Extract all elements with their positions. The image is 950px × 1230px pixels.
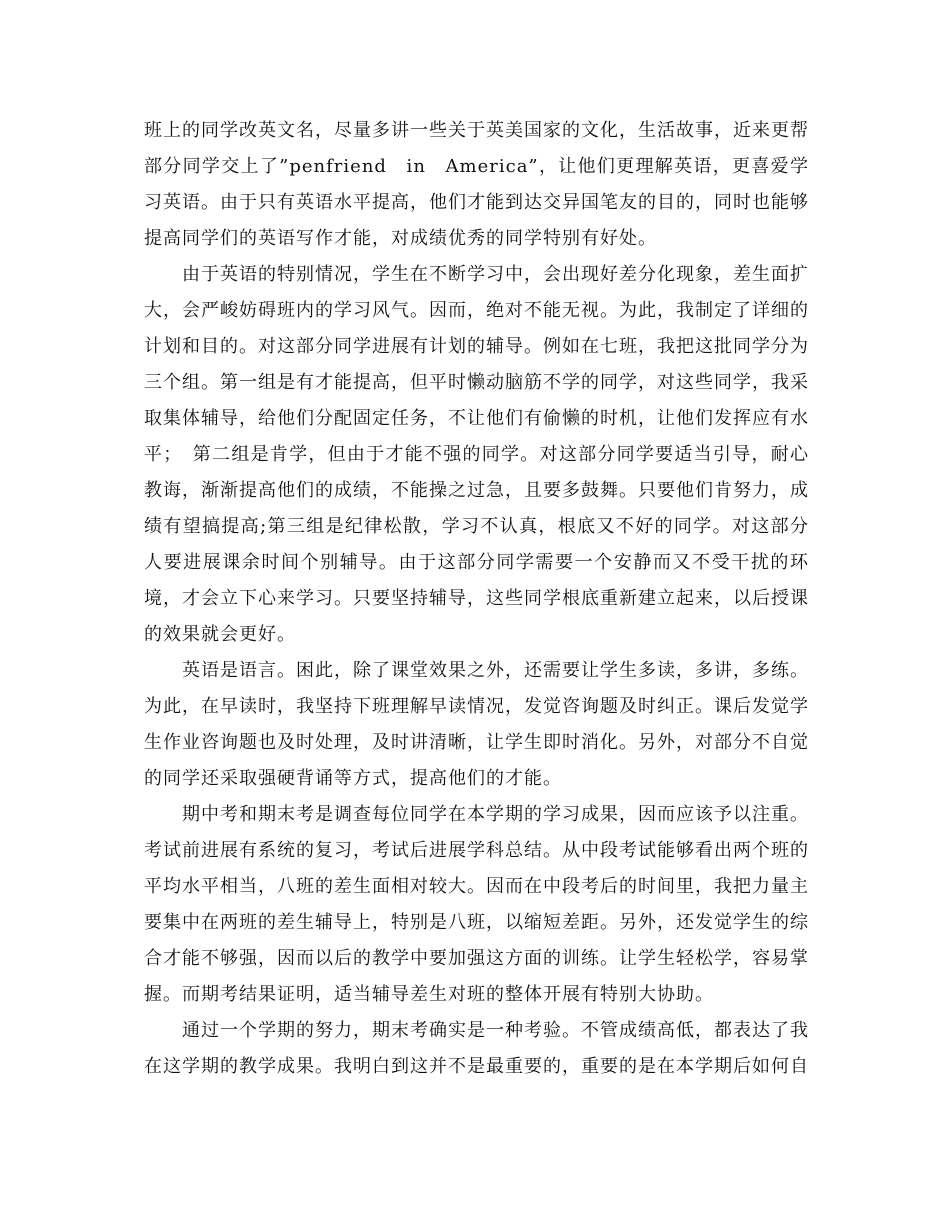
paragraph-language-practice: 英语是语言。困此，除了课堂效果之外，还需要让学生多读，多讲，多练。为此，在早读时，我坚持下班理解早读情况，发觉咨询题及时纠正。课后发觉学生作业咨询题也及时处理，及时讲清晰，让学生即时消化。另外，对部分不自觉的同学还采取强硬背诵等方式，提高他们的才能。 (144, 660, 809, 789)
document-body (144, 113, 809, 1085)
paragraph-remedial-tutoring: 由于英语的特别情况，学生在不断学习中，会出现好差分化现象，差生面扩大，会严峻妨碍班内的学习风气。因而，绝对不能无视。为此，我制定了详细的计划和目的。对这部分同学进展有计划的辅导。例如在七班，我把这批同学分为三个组。第一组是有才能提高，但平时懒动脑筋不学的同学，对这些同学，我采取集体辅导，给他们分配固定任务，不让他们有偷懒的时机，让他们发挥应有水平； 第二组是肯学，但由于才能不强的同学。对这部分同学要适当引导，耐心教诲，渐渐提高他们的成绩，不能操之过急，且要多鼓舞。只要他们肯努力，成绩有望搞提高;第三组是纪律松散，学习不认真，根底又不好的同学。对这部分人要进展课余时间个别辅导。由于这部分同学需要一个安静而又不受干扰的环境，才会立下心来学习。只要坚持辅导，这些同学根底重新建立起来，以后授课的效果就会更好。 (144, 264, 809, 645)
paragraph-continuation: 班上的同学改英文名，尽量多讲一些关于英美国家的文化，生活故事，近来更帮部分同学交上了”penfriend in America”，让他们更理解英语，更喜爱学习英语。由于只有英语水平提高，他们才能到达交异国笔友的目的，同时也能够提高同学们的英语写作才能，对成绩优秀的同学特别有好处。 (144, 120, 809, 249)
paragraph-semester-summary: 通过一个学期的努力，期末考确实是一种考验。不管成绩高低，都表达了我在这学期的教学成果。我明白到这并不是最重要的，重要的是在本学期后如何自 (144, 1020, 809, 1077)
paragraph-exams: 期中考和期末考是调查每位同学在本学期的学习成果，因而应该予以注重。考试前进展有系统的复习，考试后进展学科总结。从中段考试能够看出两个班的平均水平相当，八班的差生面相对较大。因而在中段考后的时间里，我把力量主要集中在两班的差生辅导上，特别是八班，以缩短差距。另外，还发觉学生的综合才能不够强，因而以后的教学中要加强这方面的训练。让学生轻松学，容易掌握。而期考结果证明，适当辅导差生对班的整体开展有特别大协助。 (144, 804, 809, 1005)
